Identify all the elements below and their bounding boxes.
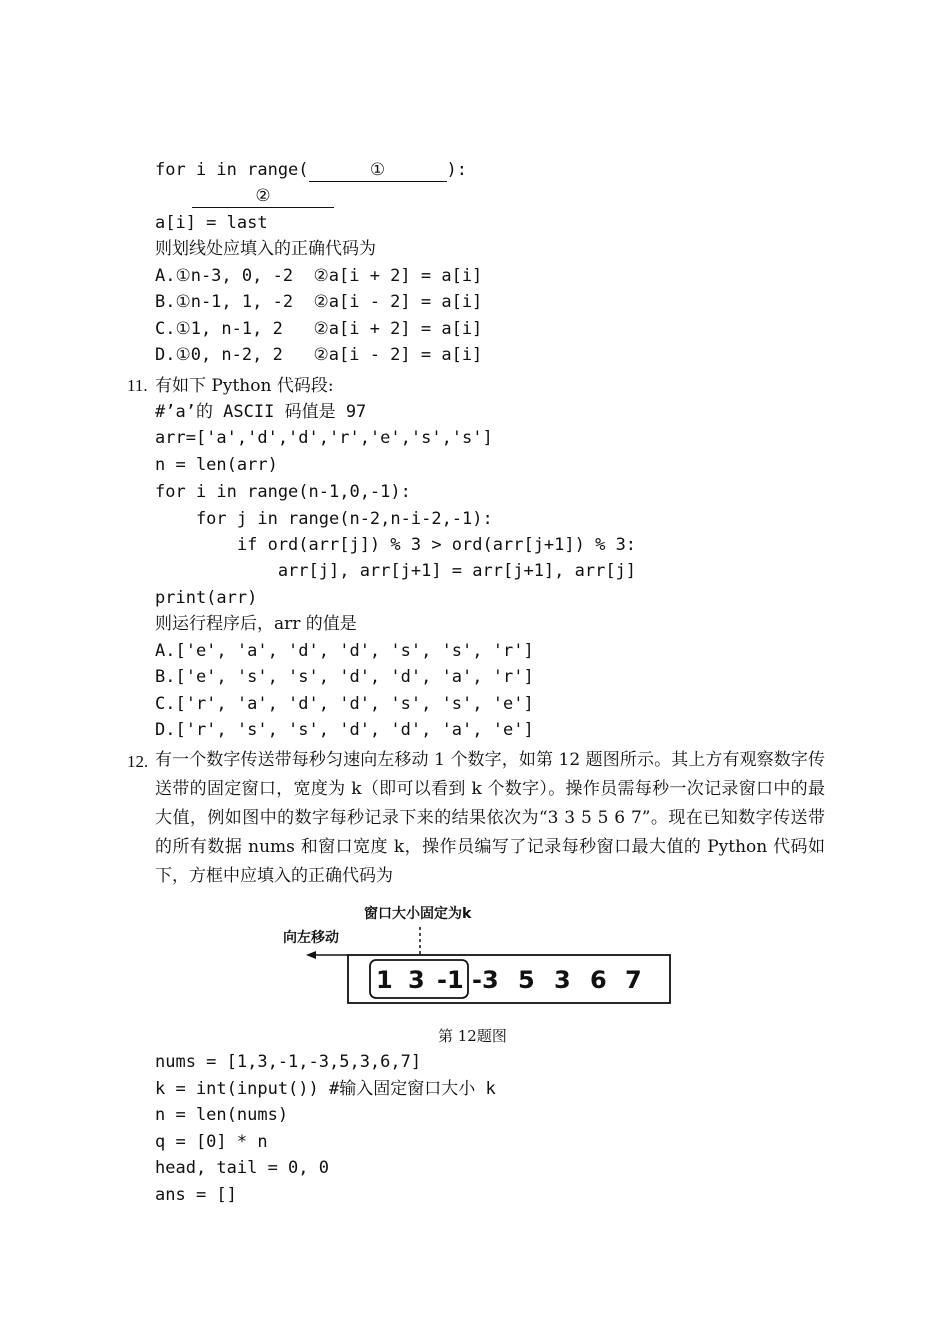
q12-code-line: head, tail = 0, 0 — [155, 1158, 329, 1178]
q10-option-b: B.①n-1, 1, -2 ②a[i - 2] = a[i] — [155, 292, 483, 312]
q11-code-line: #’a’的 ASCII 码值是 97 — [155, 402, 367, 422]
q10-for-suffix: ): — [446, 160, 468, 180]
belt-number: 5 — [518, 966, 535, 994]
q11-option-c: C.['r', 'a', 'd', 'd', 's', 's', 'e'] — [155, 694, 534, 714]
conveyor-belt — [348, 955, 670, 1003]
belt-number: 1 — [376, 966, 393, 994]
q10-blank-2-line — [192, 185, 334, 208]
window-size-label: 窗口大小固定为k — [364, 906, 472, 922]
q12-code-line: q = [0] * n — [155, 1132, 268, 1152]
q12-code-line: ans = [] — [155, 1185, 237, 1205]
q11-title: 有如下 Python 代码段: — [155, 376, 334, 396]
q11-option-b: B.['e', 's', 's', 'd', 'd', 'a', 'r'] — [155, 667, 534, 687]
belt-number: 6 — [590, 966, 607, 994]
q11-code-line: arr[j], arr[j+1] = arr[j+1], arr[j] — [155, 561, 637, 581]
q12-number: 12. — [127, 752, 149, 771]
q10-for-prefix: for i in range( — [155, 160, 309, 180]
q11-code-line: arr=['a','d','d','r','e','s','s'] — [155, 428, 493, 448]
q10-for-line — [155, 159, 467, 182]
q10-blank-2-mark: ② — [255, 186, 271, 206]
q12-text: 有一个数字传送带每秒匀速向左移动 1 个数字，如第 12 题图所示。其上方有观察数字传送带的固定窗口，宽度为 k（即可以看到 k 个数字）。操作员需每秒一次记录窗口中的最大值，例如图中的数字每秒记录下来的结果依次为“3 3 5 5 6 7”。现在已知数字传送带的所有数据 nums 和窗口宽度 k，操作员编写了记录每秒窗口最大值的 Python 代码如下，方框中应填入的正确代码为 — [155, 750, 825, 886]
q11-code-line: n = len(arr) — [155, 455, 278, 475]
belt-number: -1 — [437, 966, 464, 994]
belt-number: 3 — [408, 966, 425, 994]
q10-assign-line: a[i] = last — [155, 213, 268, 233]
q10-prompt: 则划线处应填入的正确代码为 — [155, 239, 376, 259]
figure-caption: 第 12题图 — [438, 1027, 507, 1045]
q11-option-a: A.['e', 'a', 'd', 'd', 's', 's', 'r'] — [155, 641, 534, 661]
q12-code-line: k = int(input()) #输入固定窗口大小 k — [155, 1079, 496, 1099]
q11-code-line: if ord(arr[j]) % 3 > ord(arr[j+1]) % 3: — [155, 535, 637, 555]
q10-blank-1-mark: ① — [369, 160, 386, 180]
q10-blank-2 — [192, 185, 334, 208]
q10-option-c: C.①1, n-1, 2 ②a[i + 2] = a[i] — [155, 319, 483, 339]
belt-number: -3 — [472, 966, 499, 994]
left-arrow-icon — [306, 951, 316, 959]
belt-number: 3 — [554, 966, 571, 994]
q10-option-d: D.①0, n-2, 2 ②a[i - 2] = a[i] — [155, 345, 483, 365]
q11-code-line: print(arr) — [155, 588, 258, 608]
q11-prompt: 则运行程序后，arr 的值是 — [155, 614, 357, 634]
q12-code-line: n = len(nums) — [155, 1105, 289, 1125]
q11-code-line: for i in range(n-1,0,-1): — [155, 482, 411, 502]
q11-number: 11. — [127, 376, 148, 395]
q10-option-a: A.①n-3, 0, -2 ②a[i + 2] = a[i] — [155, 266, 483, 286]
belt-number: 7 — [625, 966, 642, 994]
q11-option-d: D.['r', 's', 's', 'd', 'd', 'a', 'e'] — [155, 720, 534, 740]
q12-code-line: nums = [1,3,-1,-3,5,3,6,7] — [155, 1052, 422, 1072]
move-left-label: 向左移动 — [283, 930, 339, 946]
q10-blank-1 — [309, 159, 447, 182]
q11-code-line: for j in range(n-2,n-i-2,-1): — [155, 509, 493, 529]
